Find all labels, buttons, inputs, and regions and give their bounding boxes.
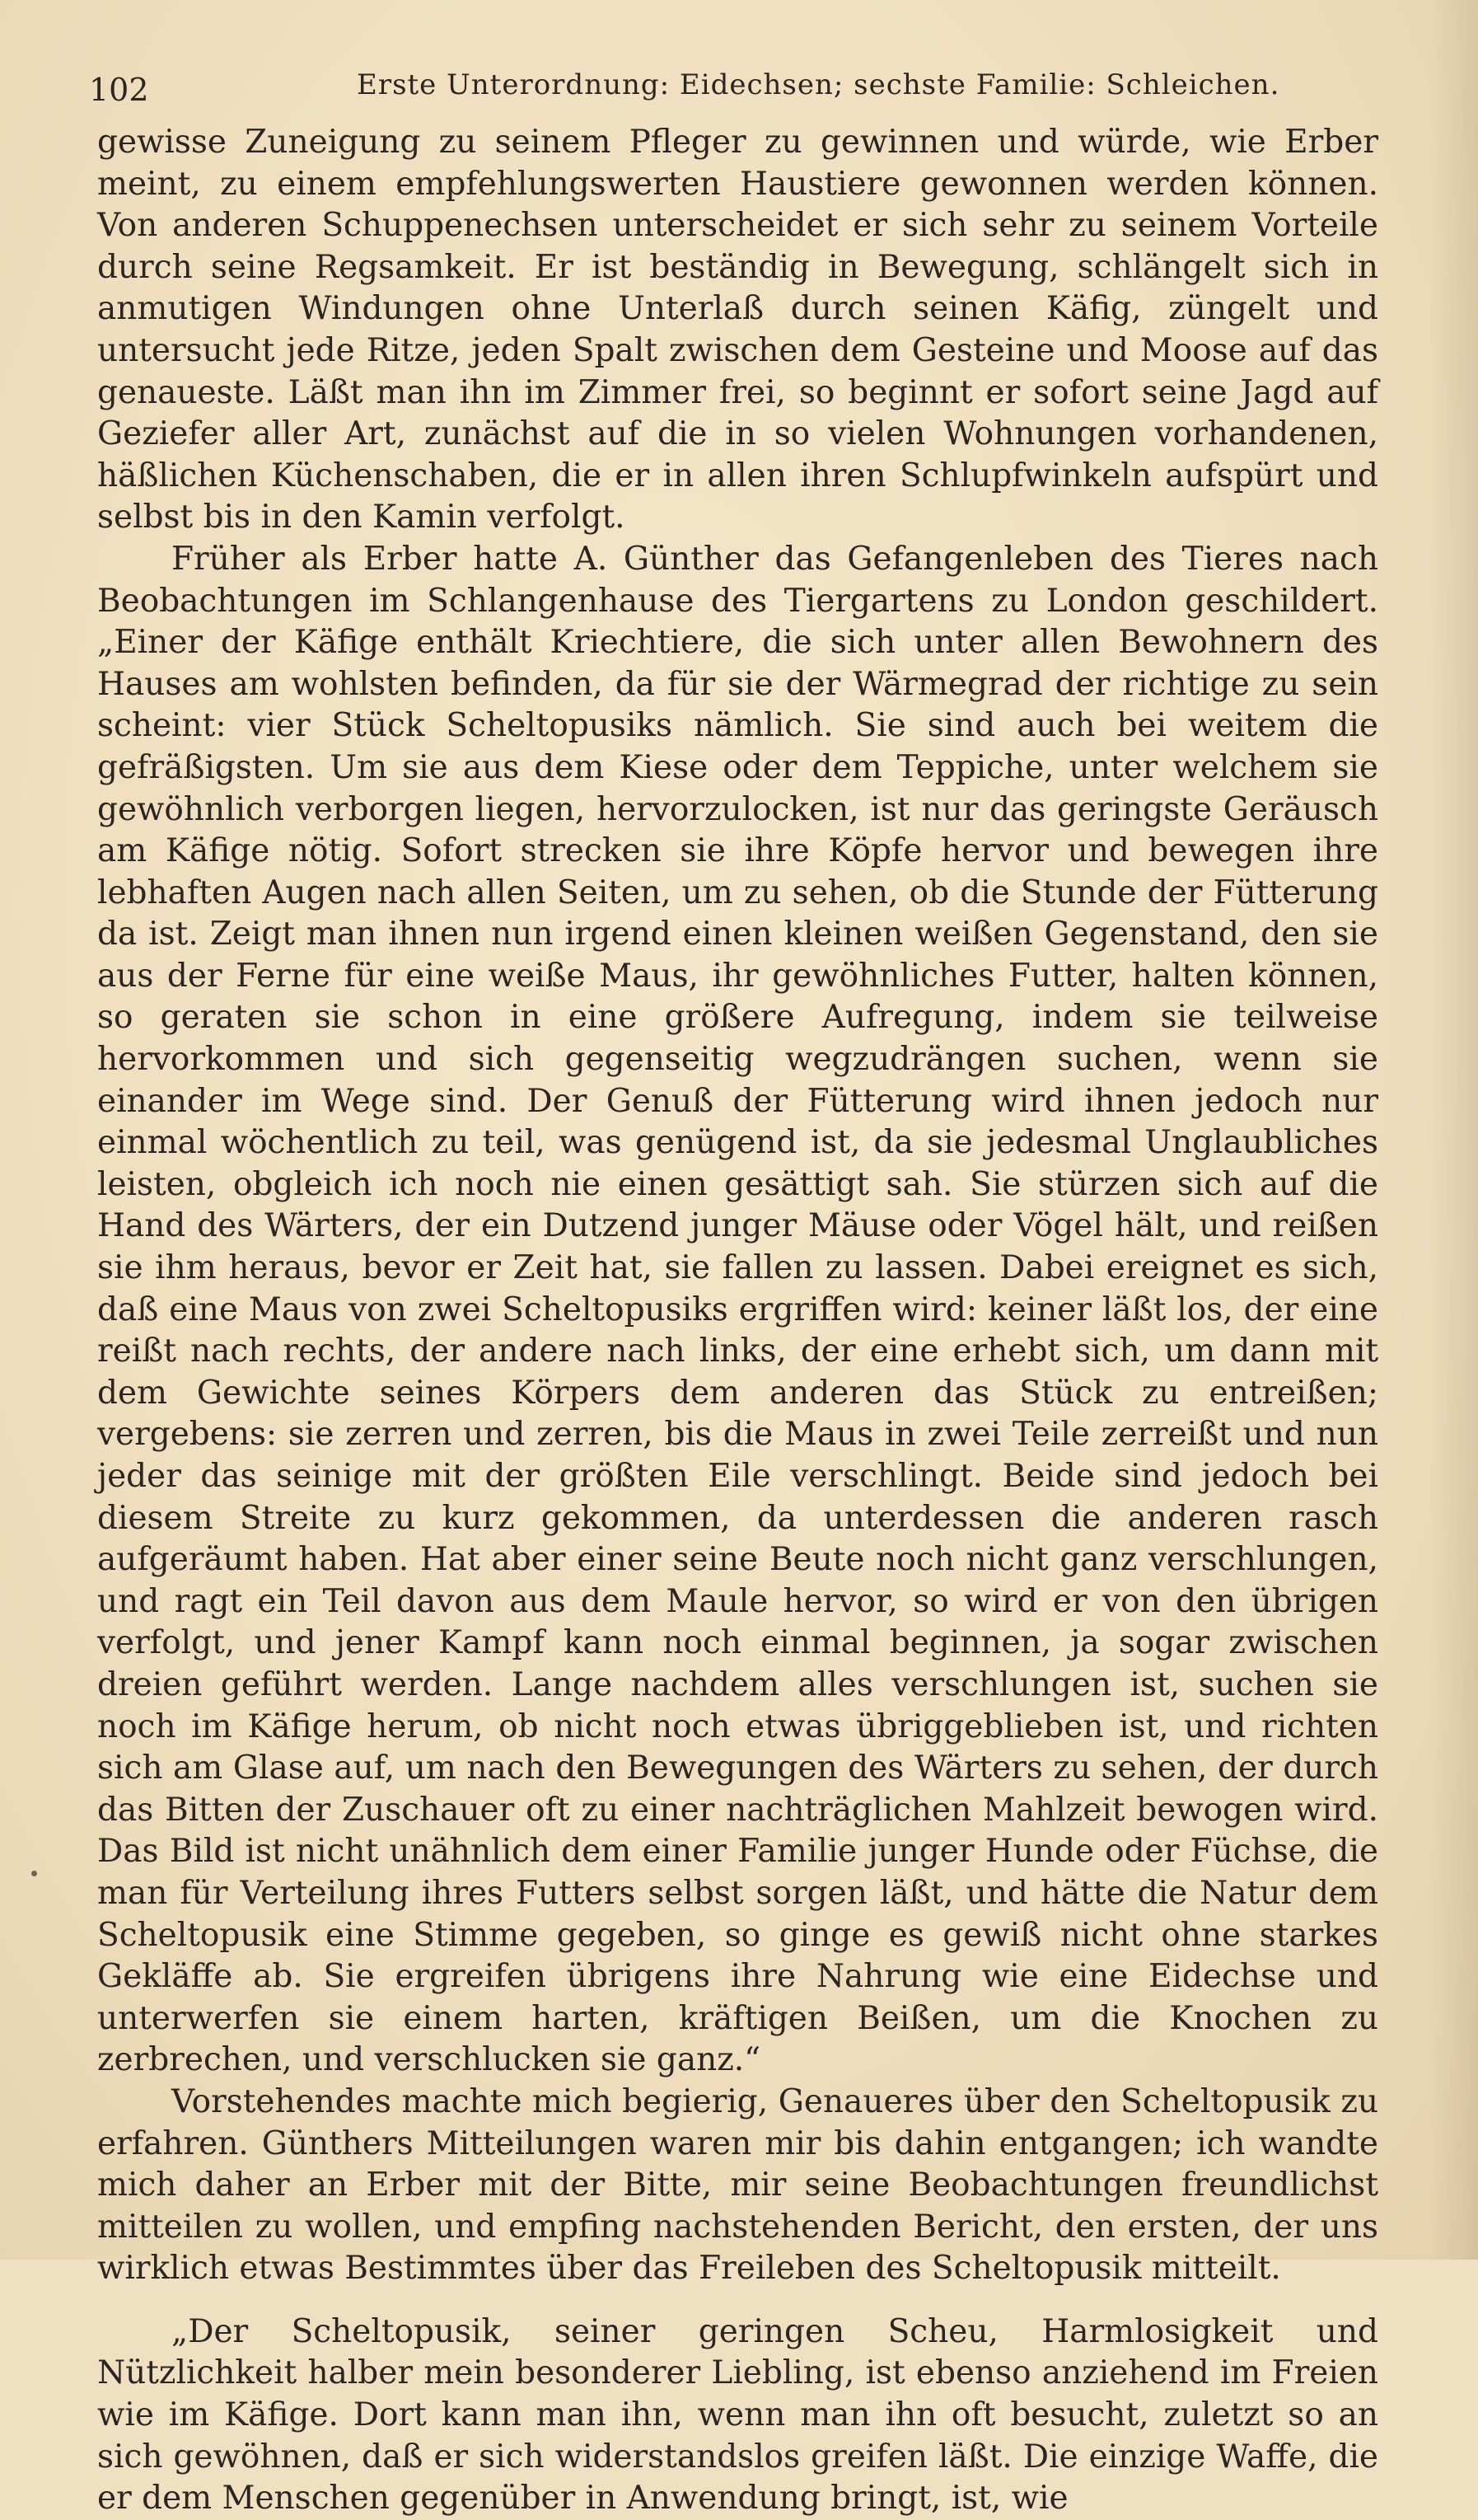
body-text	[97, 122, 1378, 2520]
paragraph-1: gewisse Zuneigung zu seinem Pfleger zu gewinnen und würde, wie Erber meint, zu einem empfehlungswerten Haustiere gewonnen werden können. Von anderen Schuppenechsen unterscheidet er sich sehr zu seinem Vorteile durch seine Regsamkeit. Er ist beständig in Bewegung, schlängelt sich in anmutigen Windungen ohne Unterlaß durch seinen Käfig, züngelt und untersucht jede Ritze, jeden Spalt zwischen dem Gesteine und Moose auf das genaueste. Läßt man ihn im Zimmer frei, so beginnt er sofort seine Jagd auf Geziefer aller Art, zunächst auf die in so vielen Wohnungen vorhandenen, häßlichen Küchenschaben, die er in allen ihren Schlupfwinkeln aufspürt und selbst bis in den Kamin verfolgt.	[97, 124, 1378, 536]
paragraph-3: Vorstehendes machte mich begierig, Genaueres über den Scheltopusik zu erfahren. Günthers Mitteilungen waren mir bis dahin entgangen; ich wandte mich daher an Erber mit der Bitte, mir seine Beobachtungen freundlichst mitteilen zu wollen, und empfing nachstehenden Bericht, den ersten, der uns wirklich etwas Bestimmtes über das Freileben des Scheltopusik mitteilt.	[97, 2082, 1378, 2288]
page-edge-shadow	[1429, 0, 1478, 2260]
page-number: 102	[89, 72, 149, 108]
paragraph-2: Früher als Erber hatte A. Günther das Gefangenleben des Tieres nach Beobachtungen im Schlangenhause des Tiergartens zu London geschildert. „Einer der Käfige enthält Kriechtiere, die sich unter allen Bewohnern des Hauses am wohlsten befinden, da für sie der Wärmegrad der richtige zu sein scheint: vier Stück Scheltopusiks nämlich. Sie sind auch bei weitem die gefräßigsten. Um sie aus dem Kiese oder dem Teppiche, unter welchem sie gewöhnlich verborgen liegen, hervorzulocken, ist nur das geringste Geräusch am Käfige nötig. Sofort strecken sie ihre Köpfe hervor und bewegen ihre lebhaften Augen nach allen Seiten, um zu sehen, ob die Stunde der Fütterung da ist. Zeigt man ihnen nun irgend einen kleinen weißen Gegenstand, den sie aus der Ferne für eine weiße Maus, ihr gewöhnliches Futter, halten können, so geraten sie schon in eine größere Aufregung, indem sie teilweise hervorkommen und sich gegenseitig wegzudrängen suchen, wenn sie einander im Wege sind. Der Genuß der Fütterung wird ihnen jedoch nur einmal wöchentlich zu teil, was genügend ist, da sie jedesmal Unglaubliches leisten, obgleich ich noch nie einen gesättigt sah. Sie stürzen sich auf die Hand des Wärters, der ein Dutzend junger Mäuse oder Vögel hält, und reißen sie ihm heraus, bevor er Zeit hat, sie fallen zu lassen. Dabei ereignet es sich, daß eine Maus von zwei Scheltopusiks ergriffen wird: keiner läßt los, der eine reißt nach rechts, der andere nach links, der eine erhebt sich, um dann mit dem Gewichte seines Körpers dem anderen das Stück zu entreißen; vergebens: sie zerren und zerren, bis die Maus in zwei Teile zerreißt und nun jeder das seinige mit der größten Eile verschlingt. Beide sind jedoch bei diesem Streite zu kurz gekommen, da unterdessen die anderen rasch aufgeräumt haben. Hat aber einer seine Beute noch nicht ganz verschlungen, und ragt ein Teil davon aus dem Maule hervor, so wird er von den übrigen verfolgt, und jener Kampf kann noch einmal beginnen, ja sogar zwischen dreien geführt werden. Lange nachdem alles verschlungen ist, suchen sie noch im Käfige herum, ob nicht noch etwas übriggeblieben ist, und richten sich am Glase auf, um nach den Bewegungen des Wärters zu sehen, der durch das Bitten der Zuschauer oft zu einer nachträglichen Mahlzeit bewogen wird. Das Bild ist nicht unähnlich dem einer Familie junger Hunde oder Füchse, die man für Verteilung ihres Futters selbst sorgen läßt, und hätte die Natur dem Scheltopusik eine Stimme gegeben, so ginge es gewiß nicht ohne starkes Gekläffe ab. Sie ergreifen übrigens ihre Nahrung wie eine Eidechse und unterwerfen sie einem harten, kräftigen Beißen, um die Knochen zu zerbrechen, und verschlucken sie ganz.“	[97, 540, 1378, 2079]
page-header	[89, 64, 1440, 114]
paragraph-4: „Der Scheltopusik, seiner geringen Scheu, Harmlosigkeit und Nützlichkeit halber mein besonderer Liebling, ist ebenso anziehend im Freien wie im Käfige. Dort kann man ihn, wenn man ihn oft besucht, zuletzt so an sich gewöhnen, daß er sich widerstandslos greifen läßt. Die einzige Waffe, die er dem Menschen gegenüber in Anwendung bringt, ist, wie	[97, 2312, 1378, 2518]
running-head: Erste Unterordnung: Eidechsen; sechste Familie: Schleichen.	[357, 68, 1280, 101]
margin-dot	[31, 1871, 37, 1876]
